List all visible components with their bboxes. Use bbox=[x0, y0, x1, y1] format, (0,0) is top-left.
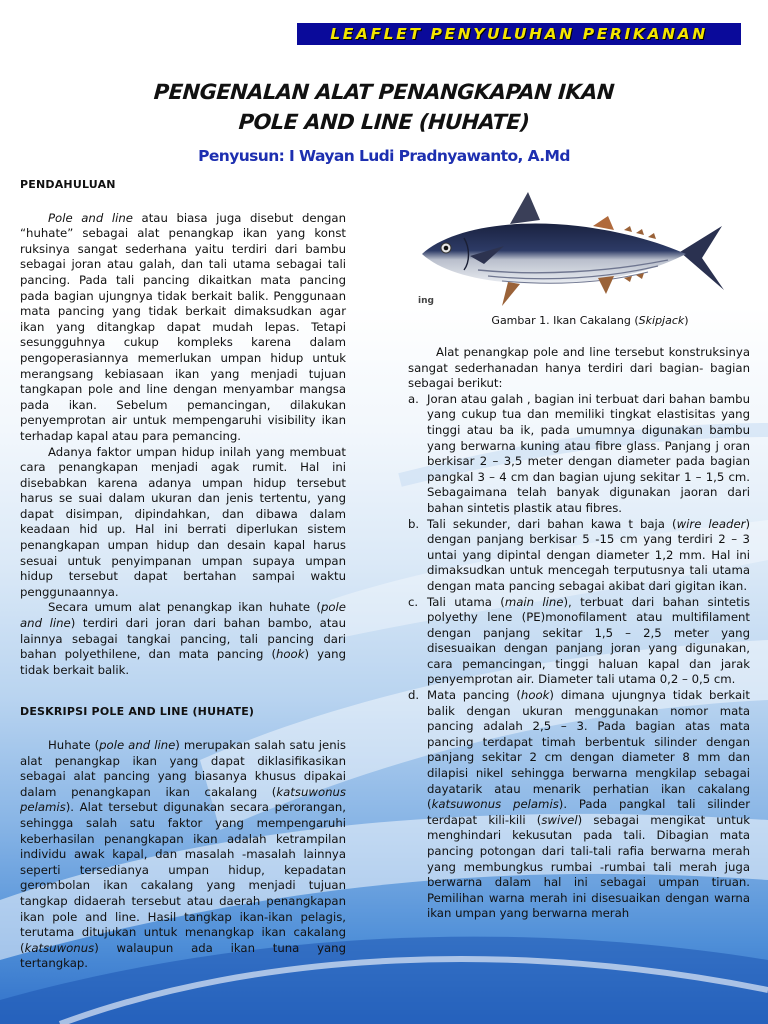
author-line: Penyusun: I Wayan Ludi Pradnyawanto, A.Md bbox=[198, 147, 570, 165]
leaflet-banner: LEAFLET PENYULUHAN PERIKANAN bbox=[297, 23, 741, 45]
figure-caption: Gambar 1. Ikan Cakalang (Skipjack) bbox=[491, 314, 689, 327]
figure-tag: ing bbox=[418, 296, 434, 306]
list-item-joran: a. Joran atau galah , bagian ini terbuat dari bahan bambu yang cukup tua dan memiliki tingkat elastisitas yang tinggi atau ba ik, pada umumnya digunakan bambu yang berwarna kuning atau fibre glass. Panjang j oran berkisar 2 – 3,5 meter dengan diameter pada bagian pangkal 3 – 4 cm dan bagian ujung sekitar 1 – 1,5 cm. Sebagaimana telah banyak digunakan jaoran dari bahan sintetis plastik atau fibres. bbox=[408, 391, 750, 515]
list-item-tali-utama: c. Tali utama (main line), terbuat dari bahan sintetis polyethy lene (PE)monofilament atau multifilament dengan panjang sekitar 1,5 – 2,5 meter yang disesuaikan dengan panjang joran yang digunakan, cara pemancingan, tinggi haluan kapal dan jarak penyemprotan air. Diameter tali utama 0,2 – 0,5 cm. bbox=[408, 594, 750, 687]
section-heading-deskripsi: DESKRIPSI POLE AND LINE (HUHATE) bbox=[20, 705, 255, 719]
section-heading-pendahuluan: PENDAHULUAN bbox=[20, 178, 116, 191]
page-title-line1: PENGENALAN ALAT PENANGKAPAN IKAN bbox=[153, 80, 615, 104]
skipjack-fish-illustration bbox=[418, 186, 728, 316]
paragraph-live-bait: Adanya faktor umpan hidup inilah yang membuat cara penangkapan menjadi agak rumit. Hal ini disebabkan karena adanya umpan hidup tersebut harus se suai dalam ukuran dan jenis tertentu, yang dapat disimpan, dipindahkan, dan dibawa dalam keadaan hid up. Hal ini berrati diperlukan sistem penangkapan umpan hidup dan desain kapal harus sesuai untuk penyimpanan umpan supaya umpan hidup tersebut dapat bertahan sampai waktu penggunaannya. bbox=[20, 444, 346, 599]
list-item-tali-sekunder: b. Tali sekunder, dari bahan kawa t baja (wire leader) dengan panjang berkisar 5 -15 cm yang terdiri 2 – 3 untai yang dipintal dengan diameter 1,2 mm. Hal ini dimaksudkan untuk mencegah terputusnya tali utama dengan mata pancing sebagai akibat dari gigitan ikan. bbox=[408, 516, 750, 593]
paragraph-parts-intro: Alat penangkap pole and line tersebut konstruksinya sangat sederhanadan hanya terdiri dari bagian- bagian sebagai berikut: bbox=[408, 345, 750, 391]
paragraph-intro: Pole and line atau biasa juga disebut dengan “huhate” sebagai alat penangkap ikan yang konst ruksinya sangat sederhana yaitu terdiri dari bambu sebagai joran atau galah, dan tali utama sebagai tali pancing. Pada tali pancing dikaitkan mata pancing pada bagian ujungnya tidak berkait balik. Penggunaan mata pancing yang tidak berkait dimaksudkan agar ikan yang ditangkap dapat mudah lepas. Tetapi sesungguhnya cukup kompleks karena dalam pengoperasiannya memerlukan umpan hidup untuk merangsang kebiasaan ikan yang menjadi tujuan tangkapan pole and line dengan menyambar mangsa pada ikan. Sebelum pemancingan, dilakukan penyemprotan air untuk mempengaruhi visibility ikan terhadap kapal atau para pemancing. bbox=[20, 210, 346, 443]
paragraph-components: Secara umum alat penangkap ikan huhate (pole and line) terdiri dari joran dari bahan bambo, atau lainnya sebagai tangkai pancing, tali pancing dari bahan polyethilene, dan mata pancing (hook) yang tidak berkait balik. bbox=[20, 600, 346, 677]
paragraph-description: Huhate (pole and line) merupakan salah satu jenis alat penangkap ikan yang dapat diklasifikasikan sebagai alat pancing yang biasanya khusus dipakai dalam penangkapan ikan cakalang (katsuwonus pelamis). Alat tersebut digunakan secara perorangan, sehingga salah satu faktor yang mempengaruhi keberhasilan penangkapan ikan adalah ketrampilan individu awak kapal, dan masalah -masalah lainnya seperti tersedianya umpan hidup, kepadatan gerombolan ikan cakalang yang menjadi tujuan tangkap didaerah tersebut atau daerah penangkapan ikan pole and line. Hasil tangkap ikan-ikan pelagis, terutama ditujukan untuk menangkap ikan cakalang (katsuwonus) walaupun ada ikan tuna yang tertangkap. bbox=[20, 738, 346, 971]
list-item-mata-pancing: d. Mata pancing (hook) dimana ujungnya tidak berkait balik dengan ukuran menggunakan nomor mata pancing adalah 2,5 – 3. Pada bagian atas mata pancing terdapat timah berbentuk silinder dengan panjang sekitar 2 cm dengan diameter 8 mm dan dilapisi nikel sehingga berwarna mengkilap sebagai dayatarik atau menarik perhatian ikan cakalang (katsuwonus pelamis). Pada pangkal tali silinder terdapat kili-kili (swivel) sebagai mengikat untuk menghindari kekusutan pada tali. Dibagian mata pancing potongan dari tali-tali rafia berwarna merah yang membungkus rumbai -rumbai tali merah juga berwarna dalam hal ini sebagai umpan tiruan. Pemilihan warna merah ini disesuaikan dengan warna ikan umpan yang berwarna merah bbox=[408, 688, 751, 921]
parts-list bbox=[408, 392, 750, 922]
right-column bbox=[408, 345, 750, 922]
page-title-line2: POLE AND LINE (HUHATE) bbox=[237, 110, 531, 134]
left-column bbox=[20, 177, 346, 972]
